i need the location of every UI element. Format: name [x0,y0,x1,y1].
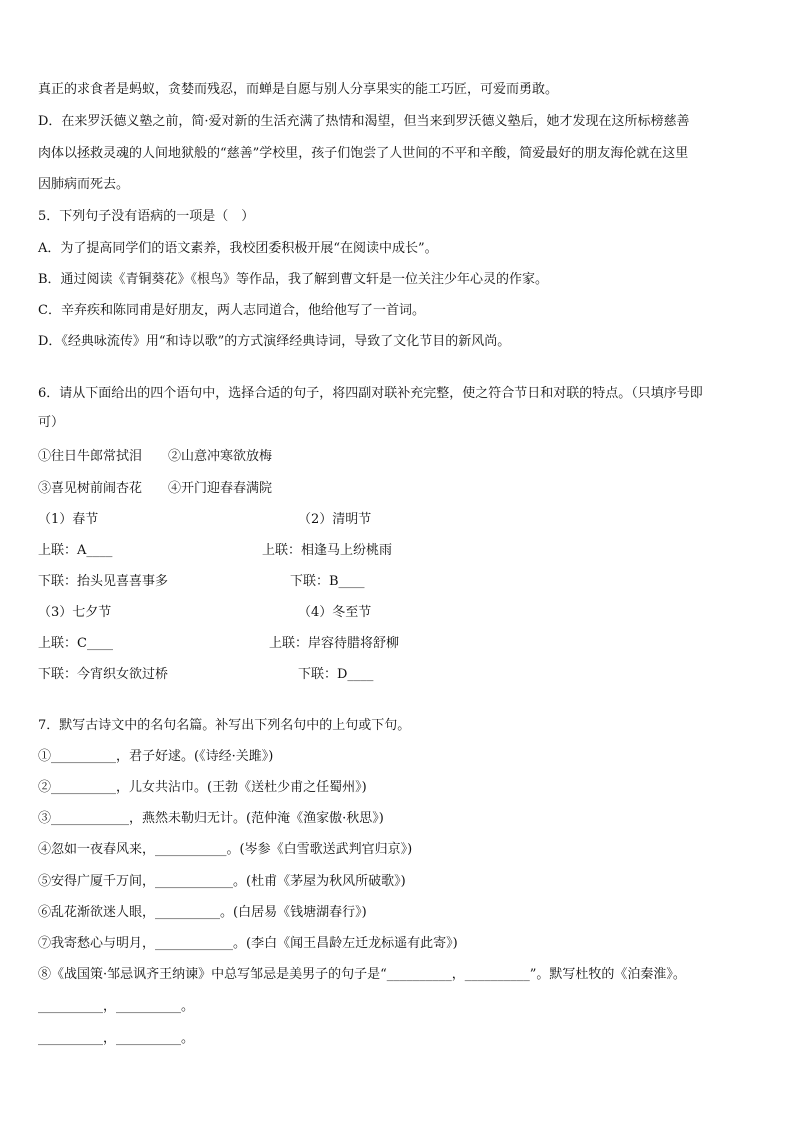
couplet-upper-qingming: 上联：相逢马上纷桃雨 [262,543,393,558]
question-5-option-c: C．辛弃疾和陈同甫是好朋友，两人志同道合，他给他写了一首词。 [38,303,425,318]
couplet-upper-winter: 上联：岸容待腊将舒柳 [269,636,400,651]
question-6-stem: 6．请从下面给出的四个语句中，选择合适的句子，将四副对联补充完整，使之符合节日和对联的特点。（只填序号即 [38,386,703,401]
couplet-heading-qingming: （2）清明节 [298,512,372,527]
question-5-stem: 5．下列句子没有语病的一项是（ ） [38,209,255,224]
question-7-item-8: ⑧《战国策·邹忌讽齐王纳谏》中总写邹忌是美男子的句子是“__________，__________”。默写杜牧的《泊秦淮》。 [38,967,686,982]
question-5-option-b: B．通过阅读《青铜葵花》《根鸟》等作品，我了解到曹文轩是一位关注少年心灵的作家。 [38,272,549,287]
question-7-item-7: ⑦我寄愁心与明月，____________。(李白《闻王昌龄左迁龙标遥有此寄》) [38,936,458,951]
question-5-option-d: D．《经典咏流传》用“和诗以歌”的方式演绎经典诗词，导致了文化节目的新风尚。 [38,334,511,349]
couplet-upper-a: 上联：A____ [38,543,113,558]
couplet-heading-qixi: （3）七夕节 [38,605,112,620]
question-7-item-3: ③____________，燕然未勒归无计。(范仲淹《渔家傲·秋思》) [38,811,384,826]
question-6-stem-cont: 可） [38,415,65,430]
question-5-option-a: A．为了提高同学们的语文素养，我校团委积极开展“在阅读中成长”。 [38,241,438,256]
question-6-options-3-4: ③喜见树前闹杏花 ④开门迎春春满院 [38,481,273,496]
question-7-stem: 7．默写古诗文中的名句名篇。补写出下列名句中的上句或下句。 [38,718,411,733]
option-d-line-1: D．在来罗沃德义塾之前，简·爱对新的生活充满了热情和渴望，但当来到罗沃德义塾后，她才发现在这所标榜慈善 [38,114,690,129]
couplet-lower-d: 下联：D____ [298,667,374,682]
couplet-heading-spring: （1）春节 [38,512,99,527]
question-7-item-4: ④忽如一夜春风来，___________。(岑参《白雪歌送武判官归京》) [38,842,413,857]
question-7-item-1: ①__________，君子好逑。(《诗经·关雎》) [38,749,274,764]
option-c-continuation: 真正的求食者是蚂蚁，贪婪而残忍，而蝉是自愿与别人分享果实的能工巧匠，可爱而勇敢。 [38,82,559,97]
couplet-lower-qixi: 下联：今宵织女欲过桥 [38,667,169,682]
question-6-options-1-2: ①往日牛郎常拭泪 ②山意冲寒欲放梅 [38,449,273,464]
question-7-blank-1: __________，__________。 [38,999,195,1014]
couplet-lower-spring: 下联：抬头见喜喜事多 [38,574,169,589]
couplet-upper-c: 上联：C____ [38,636,113,651]
couplet-heading-winter-solstice: （4）冬至节 [298,605,372,620]
option-d-line-3: 因肺病而死去。 [38,177,130,192]
question-7-item-6: ⑥乱花渐欲迷人眼，__________。(白居易《钱塘湖春行》) [38,905,367,920]
couplet-lower-b: 下联：B____ [290,574,365,589]
option-d-line-2: 肉体以拯救灵魂的人间地狱般的“慈善”学校里，孩子们饱尝了人世间的不平和辛酸，简爱最好的朋友海伦就在这里 [38,146,689,161]
question-7-item-2: ②__________，儿女共沾巾。(王勃《送杜少甫之任蜀州》) [38,780,367,795]
question-7-blank-2: __________，__________。 [38,1031,195,1046]
question-7-item-5: ⑤安得广厦千万间，____________。(杜甫《茅屋为秋风所破歌》) [38,874,406,889]
